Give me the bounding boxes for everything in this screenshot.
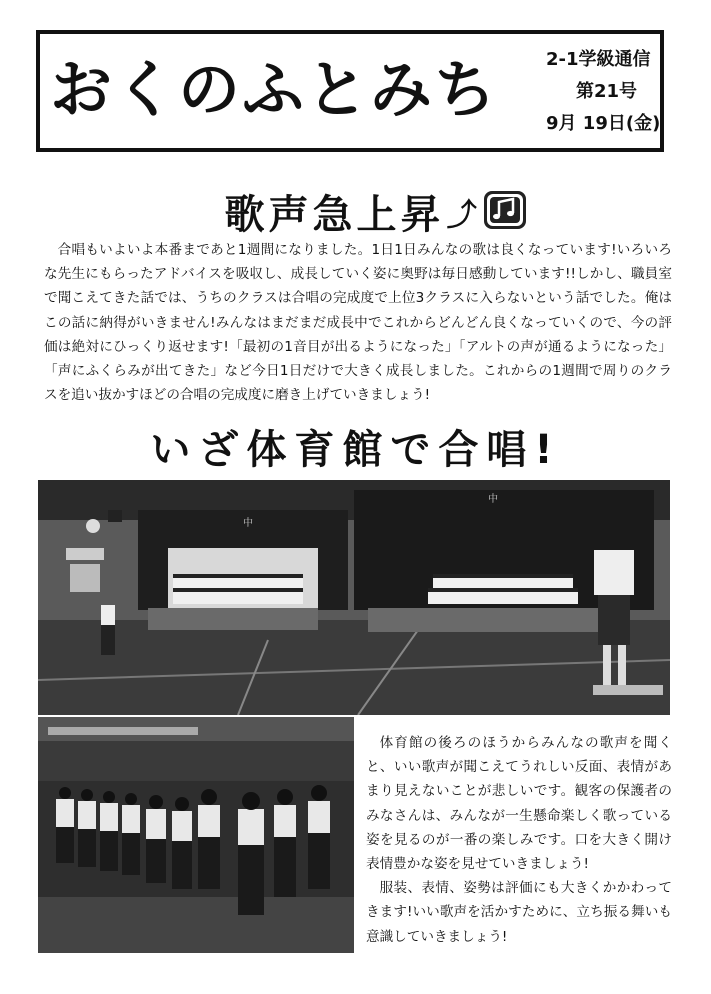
- up-arrow-icon: ⤴: [446, 197, 477, 233]
- issue-number: 第21号: [576, 81, 638, 102]
- headline-singing-text: 歌声急上昇: [224, 192, 445, 238]
- masthead-box: [36, 30, 664, 152]
- article-gym-paragraph-1: 体育館の後ろのほうからみんなの歌声を聞くと、いい歌声が聞こえてうれしい反面、表情があまり見えないことが悲しいです。観客の保護者のみなさんは、みんなが一生懸命楽しく歌っている姿を見るのが一番の楽しみです。口を大きく開け表情豊かな姿を見せていきましょう!: [366, 735, 672, 873]
- photo-gym-stage: [38, 480, 670, 715]
- masthead-meta: [536, 44, 661, 140]
- class-label: 2-1学級通信: [546, 49, 651, 70]
- article-gym-body: [366, 731, 672, 949]
- article-gym-paragraph-2: 服装、表情、姿勢は評価にも大きくかかわってきます!いい歌声を活かすために、立ち振る舞いも意識していきましょう!: [366, 880, 672, 945]
- stage-mark-right: 中: [488, 494, 498, 505]
- photo-students-rows: [38, 717, 354, 953]
- headline-gym-chorus: いざ体育館で合唱!: [150, 427, 561, 473]
- music-notes-icon: [483, 190, 527, 234]
- issue-date: 9月 19日(金): [546, 113, 661, 134]
- stage-mark-left: 中: [243, 518, 253, 529]
- newsletter-title: おくのふとみち: [50, 53, 499, 126]
- article-singing-body: 合唱もいよいよ本番まであと1週間になりました。1日1日みんなの歌は良くなっています!いろいろな先生にもらったアドバイスを吸収し、成長していく姿に奥野は毎日感動しています!!しかし、職員室で聞こえてきた話では、うちのクラスは合唱の完成度で上位3クラスに入らないという話でした。俺はこの話に納得がいきません!みんなはまだまだ成長中でこれからどんどん良くなっていくので、今の評価は絶対にひっくり返せます!「最初の1音目が出るようになった」「アルトの声が通るようになった」「声にふくらみが出てきた」など今日1日だけで大きく成長しました。これからの1週間で周りのクラスを追い抜かすほどの合唱の完成度に磨き上げていきましょう!: [44, 242, 672, 404]
- headline-singing: [0, 183, 711, 243]
